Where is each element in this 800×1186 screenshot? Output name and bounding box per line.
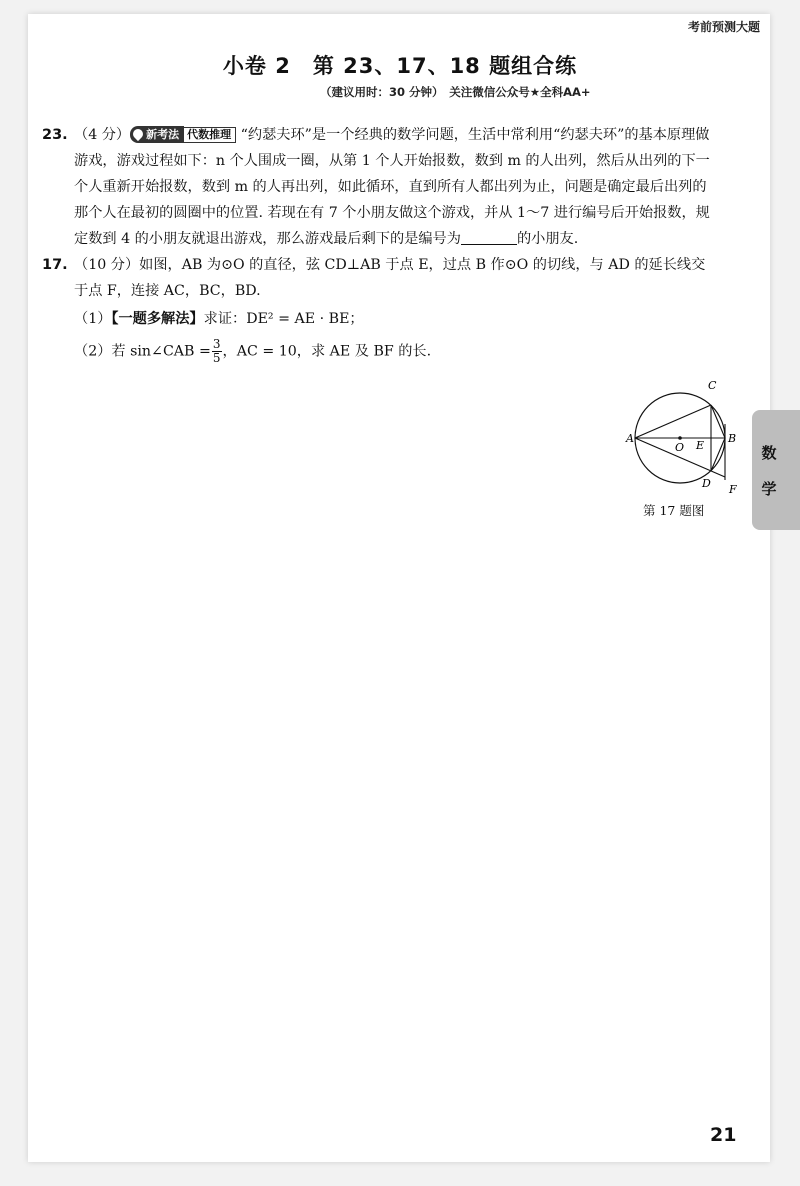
page-number: 21: [710, 1124, 737, 1146]
segment-ac: [635, 405, 711, 438]
question-23-score: （4 分）: [74, 127, 131, 143]
side-tab-char-2: 学: [761, 480, 777, 498]
tag-new-method: [130, 126, 184, 143]
label-a: A: [626, 432, 634, 445]
part-2-prefix: （2）若 sin∠CAB =: [74, 343, 211, 360]
part-2-text: ，AC = 10，求 AE 及 BF 的长.: [222, 343, 432, 360]
location-pin-icon: [131, 127, 145, 141]
part-1-prefix: （1）: [74, 311, 112, 327]
label-c: C: [708, 379, 717, 392]
fraction-numerator: 3: [212, 337, 221, 351]
question-17-part-2: [46, 338, 566, 365]
part-1-text: 求证：DE² = AE · BE；: [203, 311, 364, 327]
question-17-part-1: [46, 306, 566, 332]
subject-side-tab: [752, 410, 800, 530]
label-d: D: [702, 477, 711, 490]
question-23-number: 23.: [42, 127, 68, 143]
tag-topic: 代数推理: [182, 127, 236, 143]
question-23-text: “约瑟夫环”是一个经典的数学问题，生活中常利用“约瑟夫环”的基本原理做游戏，游戏过程如下：n 个人围成一圈，从第 1 个人开始报数，数到 m 的人出列，然后从出列的下一个人重新开始报数，数到 m 的人再出列，如此循环，直到所有人都出列为止，问题是确定最后出列的那个人在最初的圆圈中的位置. 若现在有 7 个小朋友做这个游戏，并从 1～7 进行编号后开始报数，规定数到 4 的小朋友就退出游戏，那么游戏最后剩下的是编号为: [74, 127, 710, 247]
label-b: B: [728, 432, 737, 445]
segment-bc: [711, 405, 725, 438]
center-point-o: [678, 436, 682, 440]
question-17-number: 17.: [42, 257, 68, 273]
question-23-body: [46, 122, 718, 252]
question-17: [42, 252, 718, 304]
figure-caption: 第 17 题图: [643, 503, 705, 518]
question-17-body: [46, 252, 718, 304]
section-label: 考前预测大题: [687, 20, 760, 34]
question-23-text-end: 的小朋友.: [516, 231, 579, 247]
circle-geometry-figure: [620, 376, 746, 516]
label-e: E: [696, 439, 705, 452]
label-o: O: [675, 441, 685, 454]
fraction-denominator: 5: [212, 351, 221, 365]
side-tab-char-1: 数: [761, 444, 777, 462]
fraction: [212, 338, 222, 365]
question-23: [42, 122, 718, 252]
segment-bd: [711, 438, 725, 471]
question-17-score: （10 分）: [74, 257, 140, 273]
part-1-tag: 【一题多解法】: [111, 311, 204, 327]
tag-new-method-label: 新考法: [146, 128, 180, 141]
page-title: 小卷 2 第 23、17、18 题组合练: [222, 54, 578, 78]
answer-blank: [461, 230, 517, 245]
question-17-text: 如图，AB 为⊙O 的直径，弦 CD⊥AB 于点 E，过点 B 作⊙O 的切线，与 AD 的延长线交于点 F，连接 AC，BC，BD.: [74, 257, 706, 299]
page-subtitle: （建议用时：30 分钟） 关注微信公众号★全科AA+: [320, 85, 591, 99]
label-f: F: [729, 483, 737, 496]
